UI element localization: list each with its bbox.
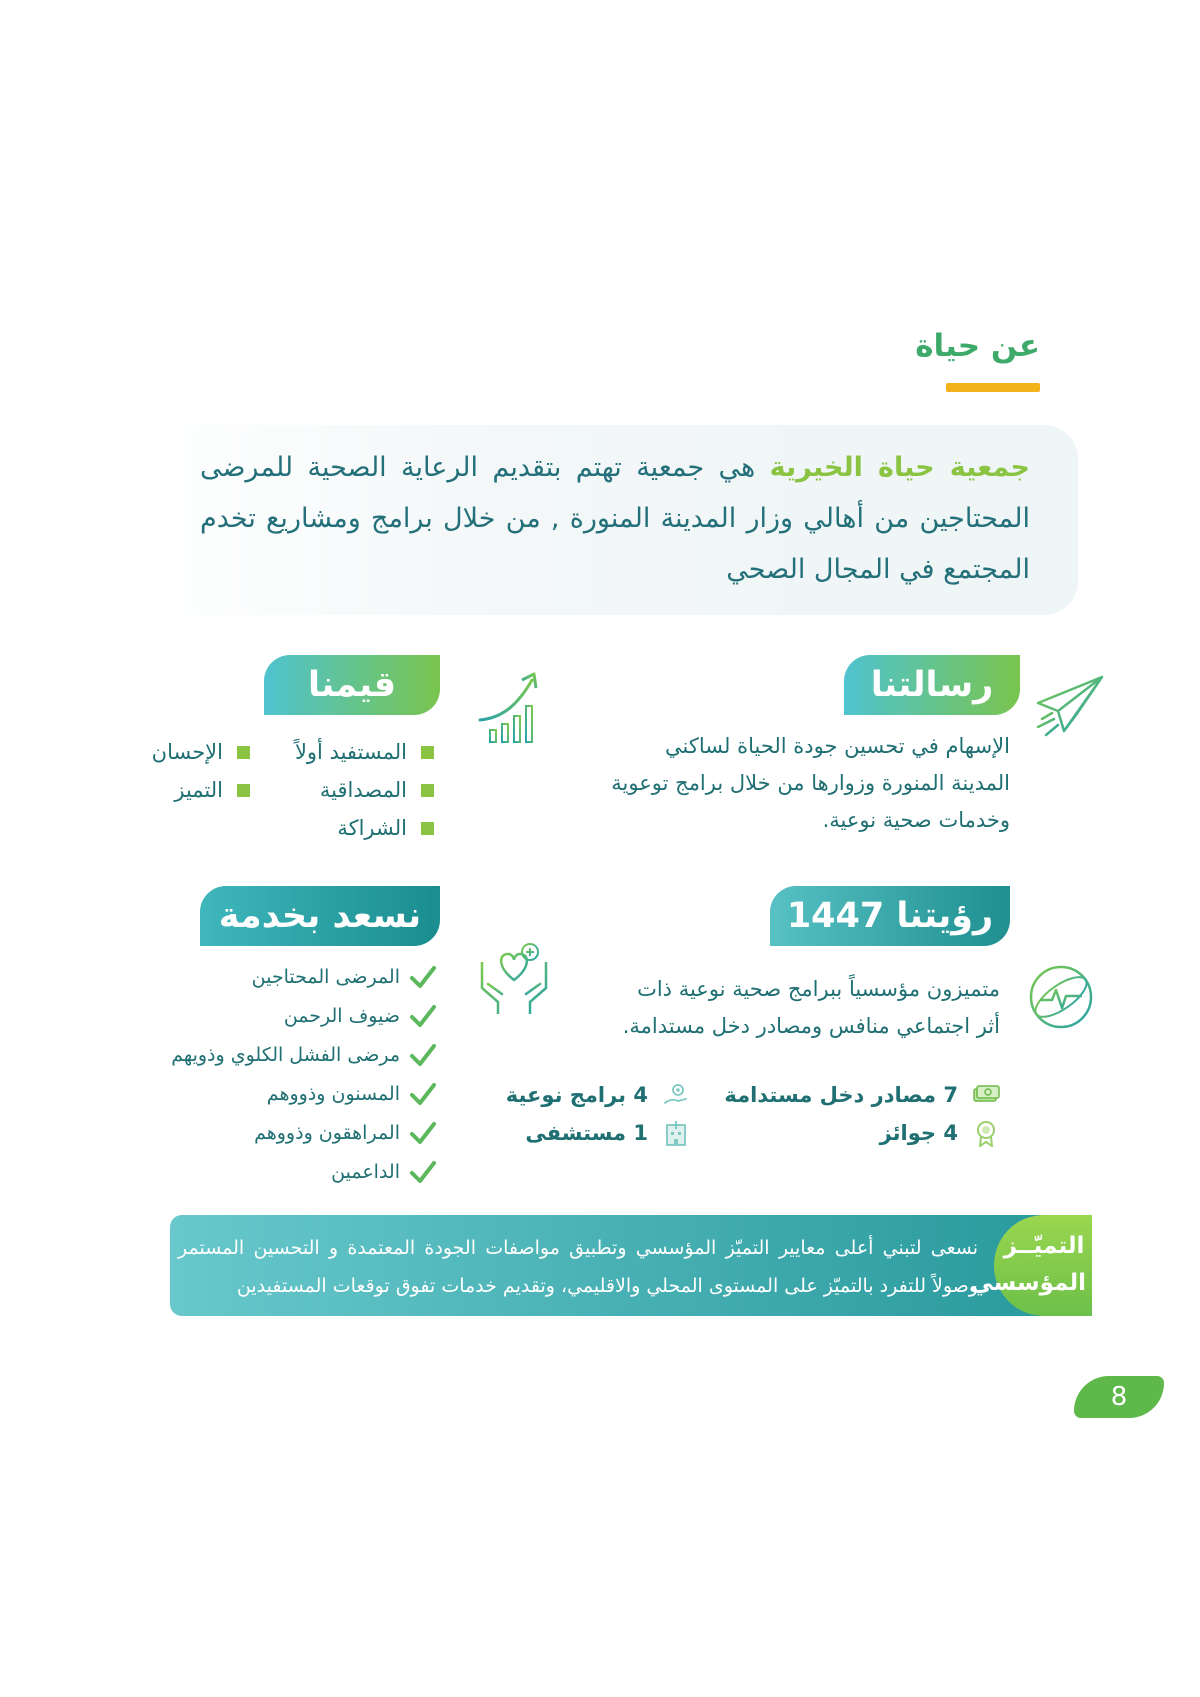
page-title: عن حياة xyxy=(915,328,1040,364)
vision-banner: رؤيتنا 1447 xyxy=(770,886,1010,946)
check-icon xyxy=(410,1005,436,1027)
value-item: الشراكة xyxy=(337,816,434,840)
hospital-icon xyxy=(662,1119,690,1147)
stat-programs: 4 برامج نوعية xyxy=(506,1081,690,1109)
serve-item: الداعمين xyxy=(331,1161,436,1183)
value-item: الإحسان xyxy=(152,740,250,764)
serve-item: المرضى المحتاجين xyxy=(252,966,436,988)
value-item: المصداقية xyxy=(320,778,434,802)
globe-pulse-icon xyxy=(1026,962,1096,1032)
money-icon xyxy=(972,1081,1000,1109)
hand-gear-icon xyxy=(662,1081,690,1109)
serve-item: المسنون وذووهم xyxy=(267,1083,436,1105)
award-icon xyxy=(972,1119,1000,1147)
check-icon xyxy=(410,1122,436,1144)
growth-chart-icon xyxy=(476,670,548,744)
caring-hands-heart-icon xyxy=(476,940,552,1016)
values-banner: قيمنا xyxy=(264,655,440,715)
excellence-title: التميّــز المؤسسي xyxy=(970,1233,1086,1296)
intro-body: هي جمعية تهتم بتقديم الرعاية الصحية للمرضى المحتاجين من أهالي وزار المدينة المنورة , من خلال برامج ومشاريع تخدم المجتمع في المجال الصحي xyxy=(200,452,1030,585)
check-icon xyxy=(410,1161,436,1183)
serve-item: ضيوف الرحمن xyxy=(284,1005,436,1027)
serve-banner: نسعد بخدمة xyxy=(200,886,440,946)
serve-item: المراهقون وذووهم xyxy=(254,1122,436,1144)
intro-paragraph xyxy=(200,442,1030,595)
serve-item: مرضى الفشل الكلوي وذويهم xyxy=(171,1044,436,1066)
bullet-square xyxy=(421,746,434,759)
value-item: المستفيد أولاً xyxy=(295,740,434,764)
value-item: التميز xyxy=(174,778,250,802)
mission-text: الإسهام في تحسين جودة الحياة لساكني المدينة المنورة وزوارها من خلال برامج توعوية وخدمات صحية نوعية. xyxy=(611,734,1010,832)
stat-income-sources: 7 مصادر دخل مستدامة xyxy=(724,1081,1000,1109)
paper-plane-icon xyxy=(1036,675,1104,739)
mission-banner: رسالتنا xyxy=(844,655,1020,715)
vision-text: متميزون مؤسسياً ببرامج صحية نوعية ذات أثر اجتماعي منافس ومصادر دخل مستدامة. xyxy=(622,977,1000,1038)
page-number: 8 xyxy=(1110,1382,1128,1412)
bullet-square xyxy=(237,746,250,759)
intro-highlight: جمعية حياة الخيرية xyxy=(769,452,1030,483)
stat-hospital: 1 مستشفى xyxy=(525,1119,690,1147)
bullet-square xyxy=(421,822,434,835)
title-underline xyxy=(946,383,1040,392)
stat-awards: 4 جوائز xyxy=(880,1119,1000,1147)
check-icon xyxy=(410,966,436,988)
excellence-text: نسعى لتبني أعلى معايير التميّز المؤسسي وتطبيق مواصفات الجودة المعتمدة و التحسين المستمر وصولاً للتفرد بالتميّز على المستوى المحلي والاقليمي، وتقديم خدمات تفوق توقعات المستفيدين xyxy=(178,1237,978,1297)
bullet-square xyxy=(421,784,434,797)
check-icon xyxy=(410,1083,436,1105)
bullet-square xyxy=(237,784,250,797)
check-icon xyxy=(410,1044,436,1066)
